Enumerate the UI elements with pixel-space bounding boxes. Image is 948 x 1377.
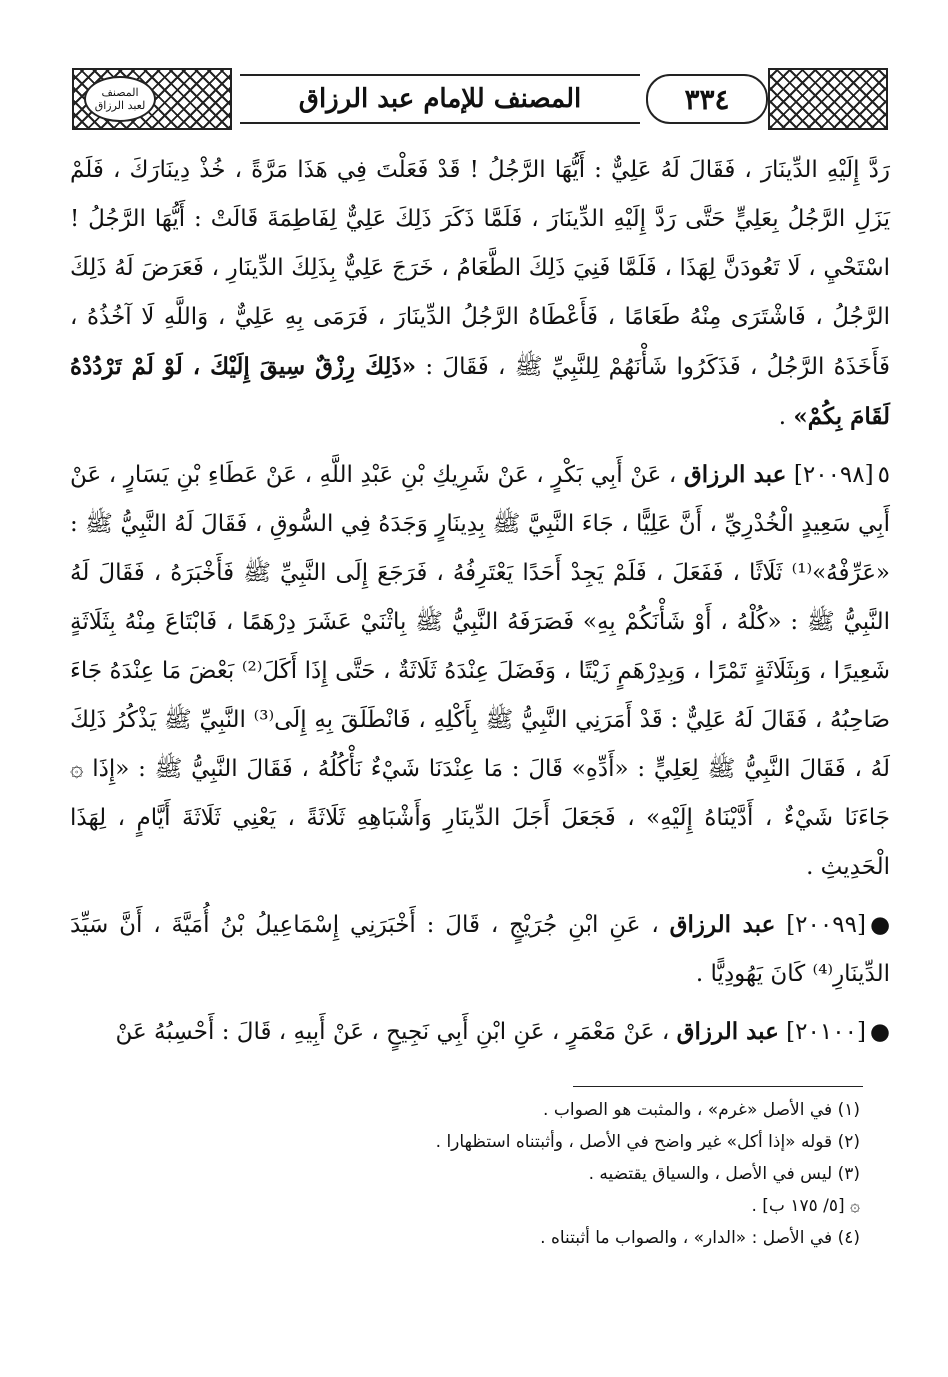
narrator-lead: عبد الرزاق — [683, 461, 787, 488]
narrator-lead: عبد الرزاق — [676, 1018, 779, 1045]
paragraph-tail: . — [778, 404, 794, 430]
hadith-number: [٢٠٠٩٩] — [786, 912, 866, 938]
hadith-text: ، عَنْ مَعْمَرٍ ، عَنِ ابْنِ أَبِي نَجِيحٍ ، عَنْ أَبِيهِ ، قَالَ : أَحْسِبُهُ عَنْ — [115, 1019, 677, 1045]
footnote-divider — [573, 1086, 863, 1087]
header-medallion — [84, 76, 156, 122]
hadith-quote: «ذَلِكَ رِزْقٌ سِيقَ إِلَيْكَ ، لَوْ لَمْ تَرْدُدْهُ لَقَامَ بِكُمْ» — [70, 353, 890, 430]
hadith-marker: ● — [869, 1019, 890, 1045]
hadith-number: [٢٠٠٩٨] — [793, 462, 874, 488]
hadith-20098 — [70, 450, 890, 892]
footnotes — [70, 1094, 860, 1254]
running-title: المصنف للإمام عبد الرزاق — [240, 74, 640, 124]
hadith-text: ، عَنْ أَبِي بَكْرٍ ، عَنْ شَرِيكِ بْنِ عَبْدِ اللَّهِ ، عَنْ عَطَاءِ بْنِ يَسَارٍ ، عَنْ أَبِي سَعِيدٍ الْخُدْرِيِّ ، أَنَّ عَلِيًّا ، جَاءَ النَّبِيَّ ﷺ بِدِينَارٍ وَجَدَهُ فِي السُّوقِ ، فَقَالَ لَهُ النَّبِيُّ ﷺ : «عَرِّفْهُ»⁽¹⁾ ثَلَاثًا ، فَفَعَلَ ، فَلَمْ يَجِدْ أَحَدًا يَعْتَرِفُهُ ، فَرَجَعَ إِلَى النَّبِيِّ ﷺ فَأَخْبَرَهُ ، فَقَالَ لَهُ النَّبِيُّ ﷺ : «كُلْهُ ، أَوْ شَأْنَكُمْ بِهِ» فَصَرَفَهُ النَّبِيُّ ﷺ بِاثْنَيْ عَشَرَ دِرْهَمًا ، فَابْتَاعَ مِنْهُ بِثَلَاثَةٍ شَعِيرًا ، وَبِثَلَاثَةٍ تَمْرًا ، وَبِدِرْهَمٍ زَيْتًا ، وَفَضَلَ عِنْدَهُ ثَلَاثَةٌ ، حَتَّى إِذَا أَكَلَ⁽²⁾ بَعْضَ مَا عِنْدَهُ جَاءَ صَاحِبُهُ ، فَقَالَ لَهُ عَلِيٌّ : قَدْ أَمَرَنِي النَّبِيُّ ﷺ بِأَكْلِهِ ، فَانْطَلَقَ بِهِ إِلَى⁽³⁾ النَّبِيِّ ﷺ يَذْكُرُ ذَلِكَ لَهُ ، فَقَالَ النَّبِيُّ ﷺ لِعَلِيٍّ : «أَدِّهِ» قَالَ : مَا عِنْدَنَا شَيْءٌ نَأْكُلُهُ ، فَقَالَ النَّبِيُّ ﷺ : «إِذَا ۞ جَاءَنَا شَيْءٌ ، أَدَّيْنَاهُ إِلَيْهِ» ، فَجَعَلَ أَجَلَ الدِّينَارِ وَأَشْبَاهِهِ ثَلَاثَةً ، يَعْنِي ثَلَاثَةَ أَيَّامٍ ، لِهَذَا الْحَدِيثِ . — [70, 462, 890, 880]
page-header — [72, 68, 888, 132]
main-text — [70, 146, 890, 1057]
footnote-2: (٢) قوله «إذا أكل» غير واضح في الأصل ، وأثبتناه استظهارا . — [435, 1132, 860, 1152]
page-number: ٣٣٤ — [646, 74, 768, 124]
hadith-20099 — [70, 900, 890, 999]
hadith-marker: ● — [869, 912, 891, 938]
header-ornament-left — [72, 68, 232, 130]
narrator-lead: عبد الرزاق — [669, 911, 776, 938]
hadith-number: [٢٠١٠٠] — [786, 1019, 866, 1045]
header-ornament-right — [768, 68, 888, 130]
footnote-4: (٤) في الأصل : «الدار» ، والصواب ما أثبتناه . — [540, 1228, 860, 1248]
medallion-line-2: لعبد الرزاق — [94, 99, 146, 112]
hadith-20100 — [70, 1007, 890, 1057]
footnote-3: (٣) ليس في الأصل ، والسياق يقتضيه . — [588, 1164, 860, 1184]
hadith-text: ، عَنِ ابْنِ جُرَيْجٍ ، قَالَ : أَخْبَرَنِي إِسْمَاعِيلُ بْنُ أُمَيَّةَ ، أَنَّ سَيِّدَ الدِّينَارِ⁽⁴⁾ كَانَ يَهُودِيًّا . — [70, 912, 890, 987]
medallion-line-1: المصنف — [101, 86, 139, 99]
paragraph-continuation — [70, 146, 890, 442]
footnote-1: (١) في الأصل «غرم» ، والمثبت هو الصواب . — [543, 1100, 860, 1120]
hadith-marker: ٥ — [877, 462, 890, 488]
footnote-folio: ۞ [٥/ ١٧٥ ب] . — [751, 1196, 860, 1216]
paragraph-text: رَدَّ إِلَيْهِ الدِّينَارَ ، فَقَالَ لَهُ عَلِيٌّ : أَيُّهَا الرَّجُلُ ! قَدْ فَعَلْتَ فِي هَذَا مَرَّةً ، خُذْ دِينَارَكَ ، فَلَمْ يَزَلِ الرَّجُلُ بِعَلِيٍّ حَتَّى رَدَّ إِلَيْهِ الدِّينَارَ ، فَلَمَّا ذَكَرَ ذَلِكَ عَلِيٌّ لِفَاطِمَةَ قَالَتْ : أَيُّهَا الرَّجُلُ ! اسْتَحْيِ ، لَا تَعُودَنَّ لِهَذَا ، فَلَمَّا فَنِيَ ذَلِكَ الطَّعَامُ ، خَرَجَ عَلِيٌّ بِذَلِكَ الدِّينَارِ ، فَعَرَضَ لَهُ ذَلِكَ الرَّجُلُ ، فَاشْتَرَى مِنْهُ طَعَامًا ، فَأَعْطَاهُ الرَّجُلُ الدِّينَارَ ، فَرَمَى بِهِ عَلِيٌّ ، وَاللَّهِ لَا آخُذُهُ ، فَأَخَذَهُ الرَّجُلُ ، فَذَكَرُوا شَأْنَهُمْ لِلنَّبِيِّ ﷺ ، فَقَالَ : — [70, 157, 890, 380]
